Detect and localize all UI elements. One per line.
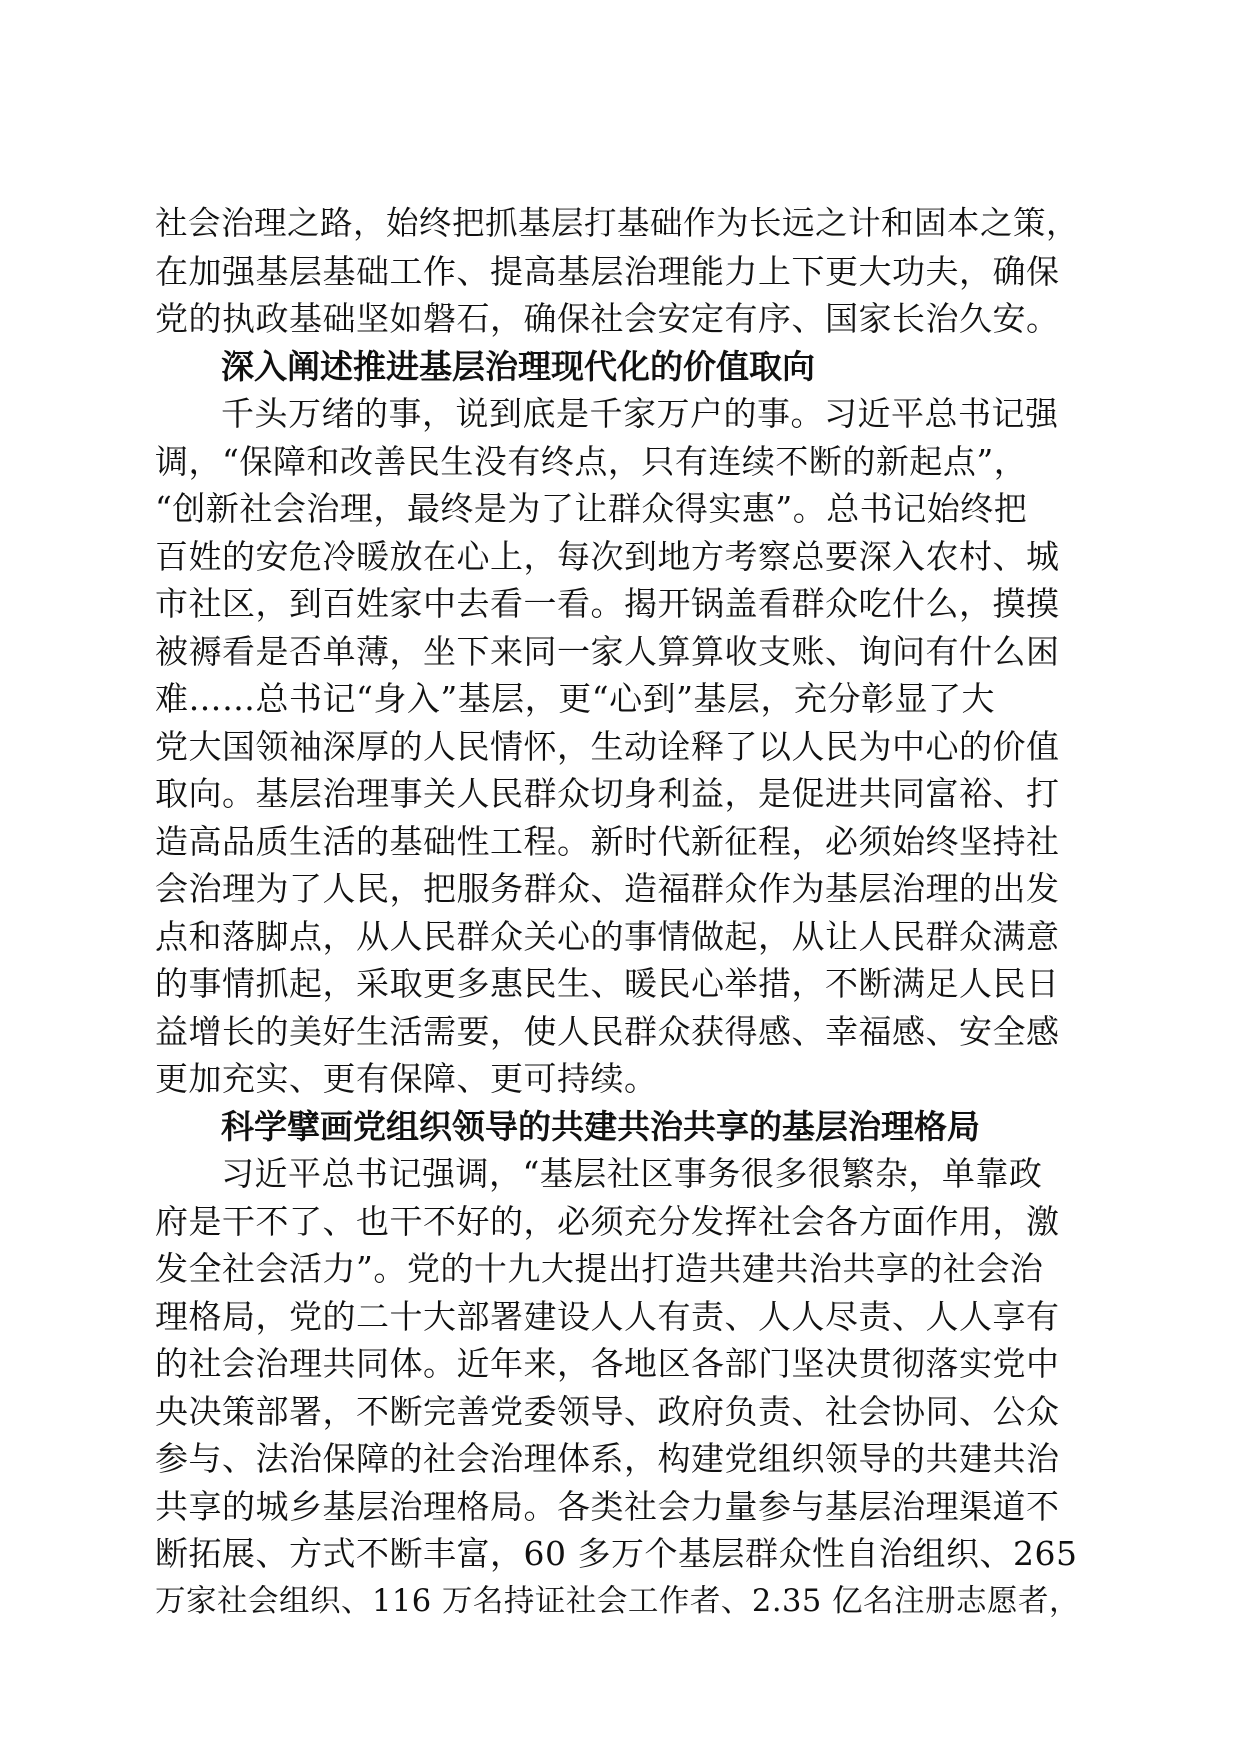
text-line: 难……总书记“身入”基层，更“心到”基层，充分彰显了大 — [155, 679, 995, 718]
text-line: 更加充实、更有保障、更可持续。 — [155, 1059, 658, 1098]
text-line: 的社会治理共同体。近年来，各地区各部门坚决贯彻落实党中 — [155, 1344, 1060, 1383]
paragraph-continued — [155, 200, 1090, 343]
text-line: 府是干不了、也干不好的，必须充分发挥社会各方面作用，激 — [155, 1201, 1060, 1241]
text-line: 的事情抓起，采取更多惠民生、暖民心举措，不断满足人民日 — [155, 964, 1060, 1003]
text-line: 取向。基层治理事关人民群众切身利益，是促进共同富裕、打 — [155, 774, 1060, 813]
text-line: 习近平总书记强调，“基层社区事务很多很繁杂，单靠政 — [221, 1154, 1043, 1193]
paragraph-value-orientation — [155, 390, 1090, 1103]
text-line: 益增长的美好生活需要，使人民群众获得感、幸福感、安全感 — [155, 1011, 1060, 1051]
text-line: “创新社会治理，最终是为了让群众得实惠”。总书记始终把 — [155, 489, 1028, 528]
text-line: 会治理为了人民，把服务群众、造福群众作为基层治理的出发 — [155, 869, 1060, 908]
text-line: 断拓展、方式不断丰富，60 多万个基层群众性自治组织、265 — [155, 1534, 1078, 1573]
text-line: 百姓的安危冷暖放在心上，每次到地方考察总要深入农村、城 — [155, 536, 1060, 576]
text-line: 央决策部署，不断完善党委领导、政府负责、社会协同、公众 — [155, 1391, 1060, 1431]
text-line: 调，“保障和改善民生没有终点，只有连续不断的新起点”， — [155, 441, 1028, 481]
text-line: 被褥看是否单薄，坐下来同一家人算算收支账、询问有什么困 — [155, 631, 1060, 671]
text-line: 发全社会活力”。党的十九大提出打造共建共治共享的社会治 — [155, 1249, 1044, 1288]
text-line: 党大国领袖深厚的人民情怀，生动诠释了以人民为中心的价值 — [155, 726, 1060, 766]
text-line: 社会治理之路，始终把抓基层打基础作为长远之计和固本之策， — [155, 204, 1080, 242]
text-line: 千头万绪的事，说到底是千家万户的事。习近平总书记强 — [221, 394, 1059, 433]
text-line: 参与、法治保障的社会治理体系，构建党组织领导的共建共治 — [155, 1439, 1060, 1478]
document-body — [155, 200, 1090, 1625]
text-line: 理格局，党的二十大部署建设人人有责、人人尽责、人人享有 — [155, 1296, 1060, 1336]
text-line: 在加强基层基础工作、提高基层治理能力上下更大功夫，确保 — [155, 251, 1060, 291]
text-line: 市社区，到百姓家中去看一看。揭开锅盖看群众吃什么，摸摸 — [155, 584, 1060, 623]
text-line: 万家社会组织、116 万名持证社会工作者、2.35 亿名注册志愿者， — [155, 1583, 1081, 1619]
paragraph-governance-pattern — [155, 1150, 1090, 1625]
text-line: 共享的城乡基层治理格局。各类社会力量参与基层治理渠道不 — [155, 1486, 1060, 1526]
text-line: 党的执政基础坚如磐石，确保社会安定有序、国家长治久安。 — [155, 299, 1060, 338]
section-heading-value-orientation: 深入阐述推进基层治理现代化的价值取向 — [221, 346, 815, 386]
section-heading-governance-pattern: 科学擘画党组织领导的共建共治共享的基层治理格局 — [221, 1106, 980, 1146]
text-line: 造高品质生活的基础性工程。新时代新征程，必须始终坚持社 — [155, 821, 1060, 861]
text-line: 点和落脚点，从人民群众关心的事情做起，从让人民群众满意 — [155, 916, 1060, 956]
